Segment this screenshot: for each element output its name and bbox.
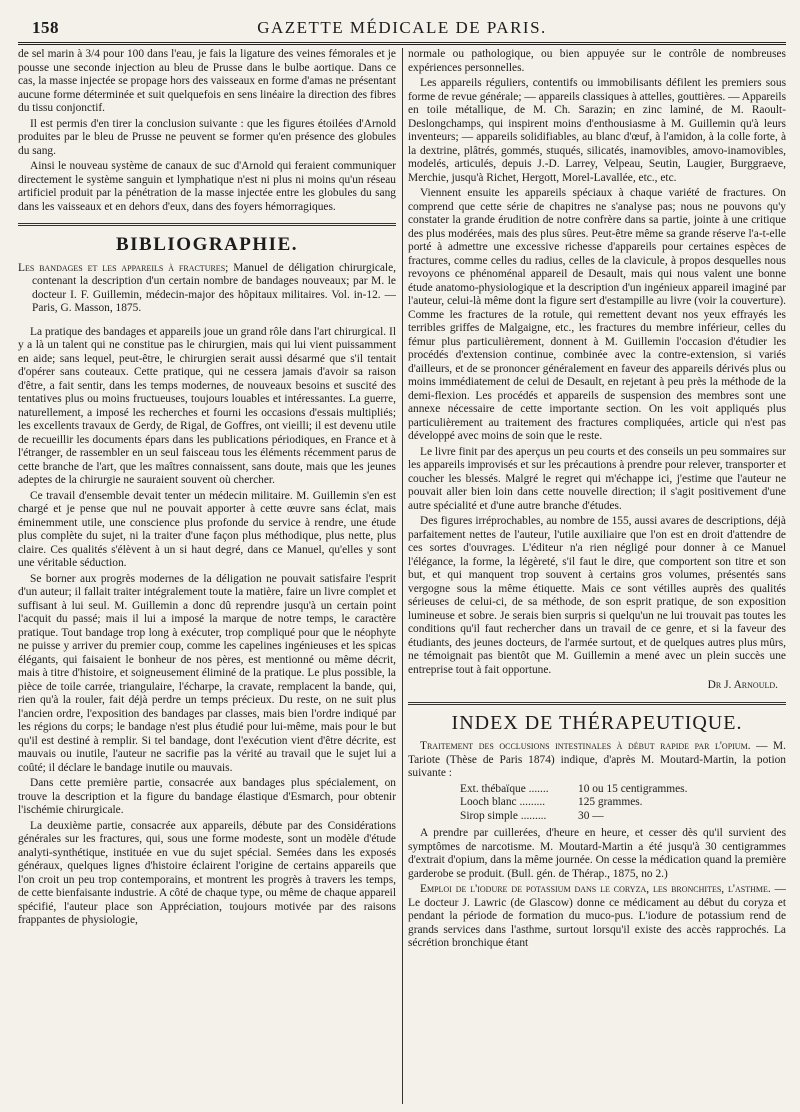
therapy-item-heading: Traitement des occlusions intestinales à début rapide par l'opium.: [420, 740, 751, 752]
right-column: [408, 48, 786, 1104]
column-divider: [402, 48, 403, 1104]
therapy-item: [408, 883, 786, 951]
ingredient-name: Looch blanc .........: [460, 796, 546, 808]
section-separator: [408, 702, 786, 707]
section-separator: [18, 223, 396, 228]
review-paragraph: La deuxième partie, consacrée aux appareils, débute par des Considérations générales sur les fractures, qui, sous une forme modeste, sont un modèle d'étude analyti-synthétique, instituée en vue du sujet spécial. Semées dans les exposés généraux, quelques lignes d'histoire éclairent l'origine de certains appareils que l'on croit un peu trop contemporains, et montrent les progrès à travers les temps, de cette bienfaisante industrie. A côté de chaque type, ou même de chaque appareil spécifié, l'auteur place son Appréciation, toujours motivée par des raisons frappantes de physiologie,: [18, 819, 396, 926]
review-paragraph: Se borner aux progrès modernes de la déligation ne pouvait satisfaire l'esprit d'un auteur; il fallait traiter intégralement toute la matière, faire un livre complet et suffisant à lui seul. M. Guillemin a donc dû reprendre jusqu'à un certain point l'acquit du passé; mais il lui a imposé la marque de notre temps, le caractère pratique. Tout bandage trop long à exécuter, trop compliqué pour que le néophyte ne puisse y arriver du premier coup, comme les capelines ingénieuses et les spicas élégants, qui faisaient le bonheur de nos pères, est mentionné ou même décrit, mais à titre d'histoire, et soigneusement éliminé de la pratique. Le plus possible, la pièce de toile carrée, triangulaire, l'écharpe, la cravate, remplacent la bande, qui, rien qu'à la rouler, fait déjà perdre un temps précieux. Du reste, on ne suit plus l'ancien ordre, l'exposition des bandages par classes, mais bien l'ordre indiqué par les régions du corps; le bandage n'est plus étudié pour lui-même, mais pour le but qu'il est destiné à remplir. Si tel bandage, dont l'exécution vient d'être décrite, est mauvais ou inutile, l'auteur ne sacrifie pas la vérité au travail que le sujet lui a coûté; il déclare le bandage inutile ou mauvais.: [18, 572, 396, 774]
formula-row: [460, 810, 786, 824]
review-paragraph: Ce travail d'ensemble devait tenter un médecin militaire. M. Guillemin s'en est chargé et je pense que nul ne pouvait apporter à cette œuvre sans éclat, mais éminemment utile, une conscience plus profonde du service à rendre, une étude plus complète du sujet, ni la traiter d'une façon plus méthodique, plus nette, plus claire. Ces qualités s'élèvent à un si haut degré, dans ce Manuel, qu'elles y sont une véritable séduction.: [18, 489, 396, 569]
review-signature: Dr J. Arnould.: [707, 679, 778, 691]
running-title: GAZETTE MÉDICALE DE PARIS.: [257, 18, 547, 37]
review-paragraph: Dans cette première partie, consacrée aux bandages plus spécialement, on trouve la description et la figure du bandage élastique d'Esmarch, pour obtenir l'ischémie chirurgicale.: [18, 777, 396, 816]
therapy-item-intro: — M. Tariote (Thèse de Paris 1874) indique, d'après M. Moutard-Martin, la potion suivante :: [408, 740, 786, 779]
review-paragraph: normale ou pathologique, ou bien appuyée sur le contrôle de nombreuses expériences personnelles.: [408, 48, 786, 74]
section-title-bibliographie: BIBLIOGRAPHIE.: [115, 234, 298, 255]
book-reference: [18, 262, 396, 316]
article-paragraph: Ainsi le nouveau système de canaux de suc d'Arnold qui feraient communiquer directement le système sanguin et lymphatique n'est ni plus ni moins qu'un réseau artificiel produit par la pénétration de la masse injectée entre les globules du sang dans les vaisseaux et en dehors d'eux, dans des foyers hémorragiques.: [18, 160, 396, 213]
review-paragraph: Des figures irréprochables, au nombre de 155, aussi avares de descriptions, déjà parfaitement nettes de l'auteur, l'utile auxiliaire que l'on est en droit d'attendre de ces sortes d'ouvrages. L'éditeur n'a rien négligé pour donner à ce Manuel l'élégance, la forme, la légèreté, s'il faut le dire, que comportent son titre et son but, et qui manquent trop souvent à certains gros volumes, présentés sans vergogne sous la même étiquette. Mais ce sont vétilles auprès des qualités sérieuses de celui-ci, de sa méthode, de son esprit pratique, de son exposition lumineuse et sobre. Je serais bien surpris si quelqu'un ne lui trouvait pas toutes les conditions qu'il faut rechercher dans un travail de ce genre, et si la faveur des étudiants, des jeunes docteurs, de l'armée surtout, et de quelques autres plus mûrs, ne témoignait pas bientôt que M. Guillemin a mené avec un plein succès une entreprise tout à fait opportune.: [408, 515, 786, 676]
ingredient-quantity: 125 grammes.: [578, 796, 643, 808]
page-header: [18, 16, 786, 42]
review-paragraph: La pratique des bandages et appareils joue un grand rôle dans l'art chirurgical. Il y a là un talent qui ne constitue pas le chirurgien, mais qui lui vient puissamment en aide; sans lequel, peut-être, le chirurgien serait aussi désarmé que s'il tentait d'opérer sans couteaux. Cette pratique, qui ne cessera jamais d'avoir sa raison d'être, a fait sentir, dans les temps modernes, de nouveaux besoins et suscité des tentatives plus ou moins fructueuses, toujours louables et intéressantes. La guerre, naturellement, a imposé les recherches et fourni les occasions d'essais multipliés; les excellents travaux de Gerdy, de Rigal, de Goffres, ont vieilli; il est devenu utile de recueillir les documents épars dans les publications périodiques, en France et à l'étranger, de rassembler en un seul faisceau tous les éléments récemment parus de cette branche de l'art, que les maîtres connaissent, sans doute, mais que les jeunes adeptes de la chirurgie ne sauraient souvent où chercher.: [18, 325, 396, 486]
therapy-item: [408, 740, 786, 781]
page-number: 158: [32, 18, 59, 37]
article-paragraph: de sel marin à 3/4 pour 100 dans l'eau, je fais la ligature des veines fémorales et je pousse une seconde injection au bleu de Prusse dans le bulbe aortique. Dans ce cas, la masse injectée se propage hors des vaisseaux en forme d'amas ne présentant aucune forme déterminée et suit quelquefois en sens linéaire la direction des fibres du tissu conjonctif.: [18, 48, 396, 114]
formula-row: [460, 783, 786, 797]
review-paragraph: Viennent ensuite les appareils spéciaux à chaque variété de fractures. On comprend que cette série de chapitres ne s'analyse pas; nous ne pouvons qu'y constater la grande érudition de notre confrère dans sa partie, jointe à une critique des plus modérées, mais des plus sûres. Peut-être même sa grande réserve l'a-t-elle porté à admettre une excessive richesse d'appareils pour certaines espèces de fractures, comme celles du radius, celles de la clavicule, à propos desquelles nous revoyons ce phénoménal appareil de Desault, mais qui nous valent une bonne étude anatomo-physiologique et la description d'un ingénieux appareil imaginé par l'auteur, celui-là même dont la figure sert d'estampille au livre (voir la couverture). Comme les fractures de la rotule, qui remettent devant nos yeux effrayés les terribles griffes de Malgaigne, etc., les fractures du membre inférieur, celles du fémur plus particulièrement, donnent à M. Guillemin l'occasion d'étudier les procédés d'extension continue, combinée avec la contre-extension, si variés d'ailleurs, et de se prononcer généralement en faveur des appareils dérivés plus ou moins immédiatement de celui de Desault, en rejetant à peu près la méthode de la demi-flexion. Les procédés et appareils de suspension des membres sont une annexe nécessaire de cette importante section. On les voit appliqués plus particulièrement au traitement des fractures compliquées, article qui n'est pas développé avec moins de soin que le reste.: [408, 187, 786, 442]
book-reference-body: ; Manuel de déligation chirurgicale, contenant la description d'un certain nombre de bandages nouveaux; par M. le docteur I. F. Guillemin, médecin-major des hôpitaux militaires. Vol. in-12. — Paris, G. Masson, 1875.: [32, 261, 396, 314]
review-paragraph: Le livre finit par des aperçus un peu courts et des conseils un peu sommaires sur les appareils improvisés et sur les précautions à prendre pour relever, transporter et coucher les blessés. Malgré le regret qui m'échappe ici, j'estime que l'auteur ne pouvait aller bien loin dans cette nouvelle direction; il s'agit positivement d'une autre spécialité et d'une autre branche d'études.: [408, 445, 786, 512]
ingredient-quantity: 10 ou 15 centigrammes.: [578, 782, 688, 795]
prescription-formula: [460, 783, 786, 824]
therapy-item-body: — Le docteur J. Lawric (de Glascow) donne ce médicament au début du coryza et pendant la période de formation du muco-pus. L'iodure de potassium rend de grands services dans l'asthme, surtout lorsqu'il existe des accès rapprochés. La sécrétion bronchique étant: [408, 883, 786, 949]
left-column: [18, 48, 396, 1104]
therapy-item-heading: Emploi de l'iodure de potassium dans le coryza, les bronchites, l'asthme.: [420, 883, 771, 895]
formula-row: [460, 796, 786, 810]
article-paragraph: Il est permis d'en tirer la conclusion suivante : que les figures étoilées d'Arnold produites par le bleu de Prusse ne peuvent se former qu'en présence des globules du sang.: [18, 117, 396, 157]
ingredient-quantity: 30 —: [578, 809, 604, 822]
section-title-index-therapeutique: INDEX DE THÉRAPEUTIQUE.: [451, 711, 743, 734]
book-reference-heading: Les bandages et les appareils à fractures: [18, 261, 226, 274]
newspaper-page: [18, 16, 786, 1106]
review-paragraph: Les appareils réguliers, contentifs ou immobilisants défilent les premiers sous forme de revue générale; — appareils classiques à attelles, gouttières. — Appareils en toile métallique, de M. Ch. Sarazin; en zinc laminé, de M. Raoult-Deslongchamps, qui inspirent moins d'enthousiasme à M. Guillemin qu'à leurs inventeurs; — appareils solidifiables, au blanc d'œuf, à l'amidon, à la colle forte, à la dextrine, plâtrés, gommés, stuqués, silicatés, inamovibles, amovo-inamovibles, modelés, articulés, depuis J.-D. Larrey, Velpeau, Seutin, Laugier, Burggraeve, Merchie, jusqu'à Richet, Hergott, Morel-Lavallée, etc., etc.: [408, 77, 786, 184]
ingredient-name: Sirop simple .........: [460, 809, 547, 822]
ingredient-name: Ext. thébaïque .......: [460, 782, 549, 795]
therapy-item-body: A prendre par cuillerées, d'heure en heure, et cesser dès qu'il survient des symptômes de narcotisme. M. Moutard-Martin a été jusqu'à 30 centigrammes d'extrait d'opium, dans la même journée. On cesse la médication quand la première garderobe se produit. (Bull. gén. de Thérap., 1875, no 2.): [408, 827, 786, 880]
header-rule: [18, 42, 786, 47]
